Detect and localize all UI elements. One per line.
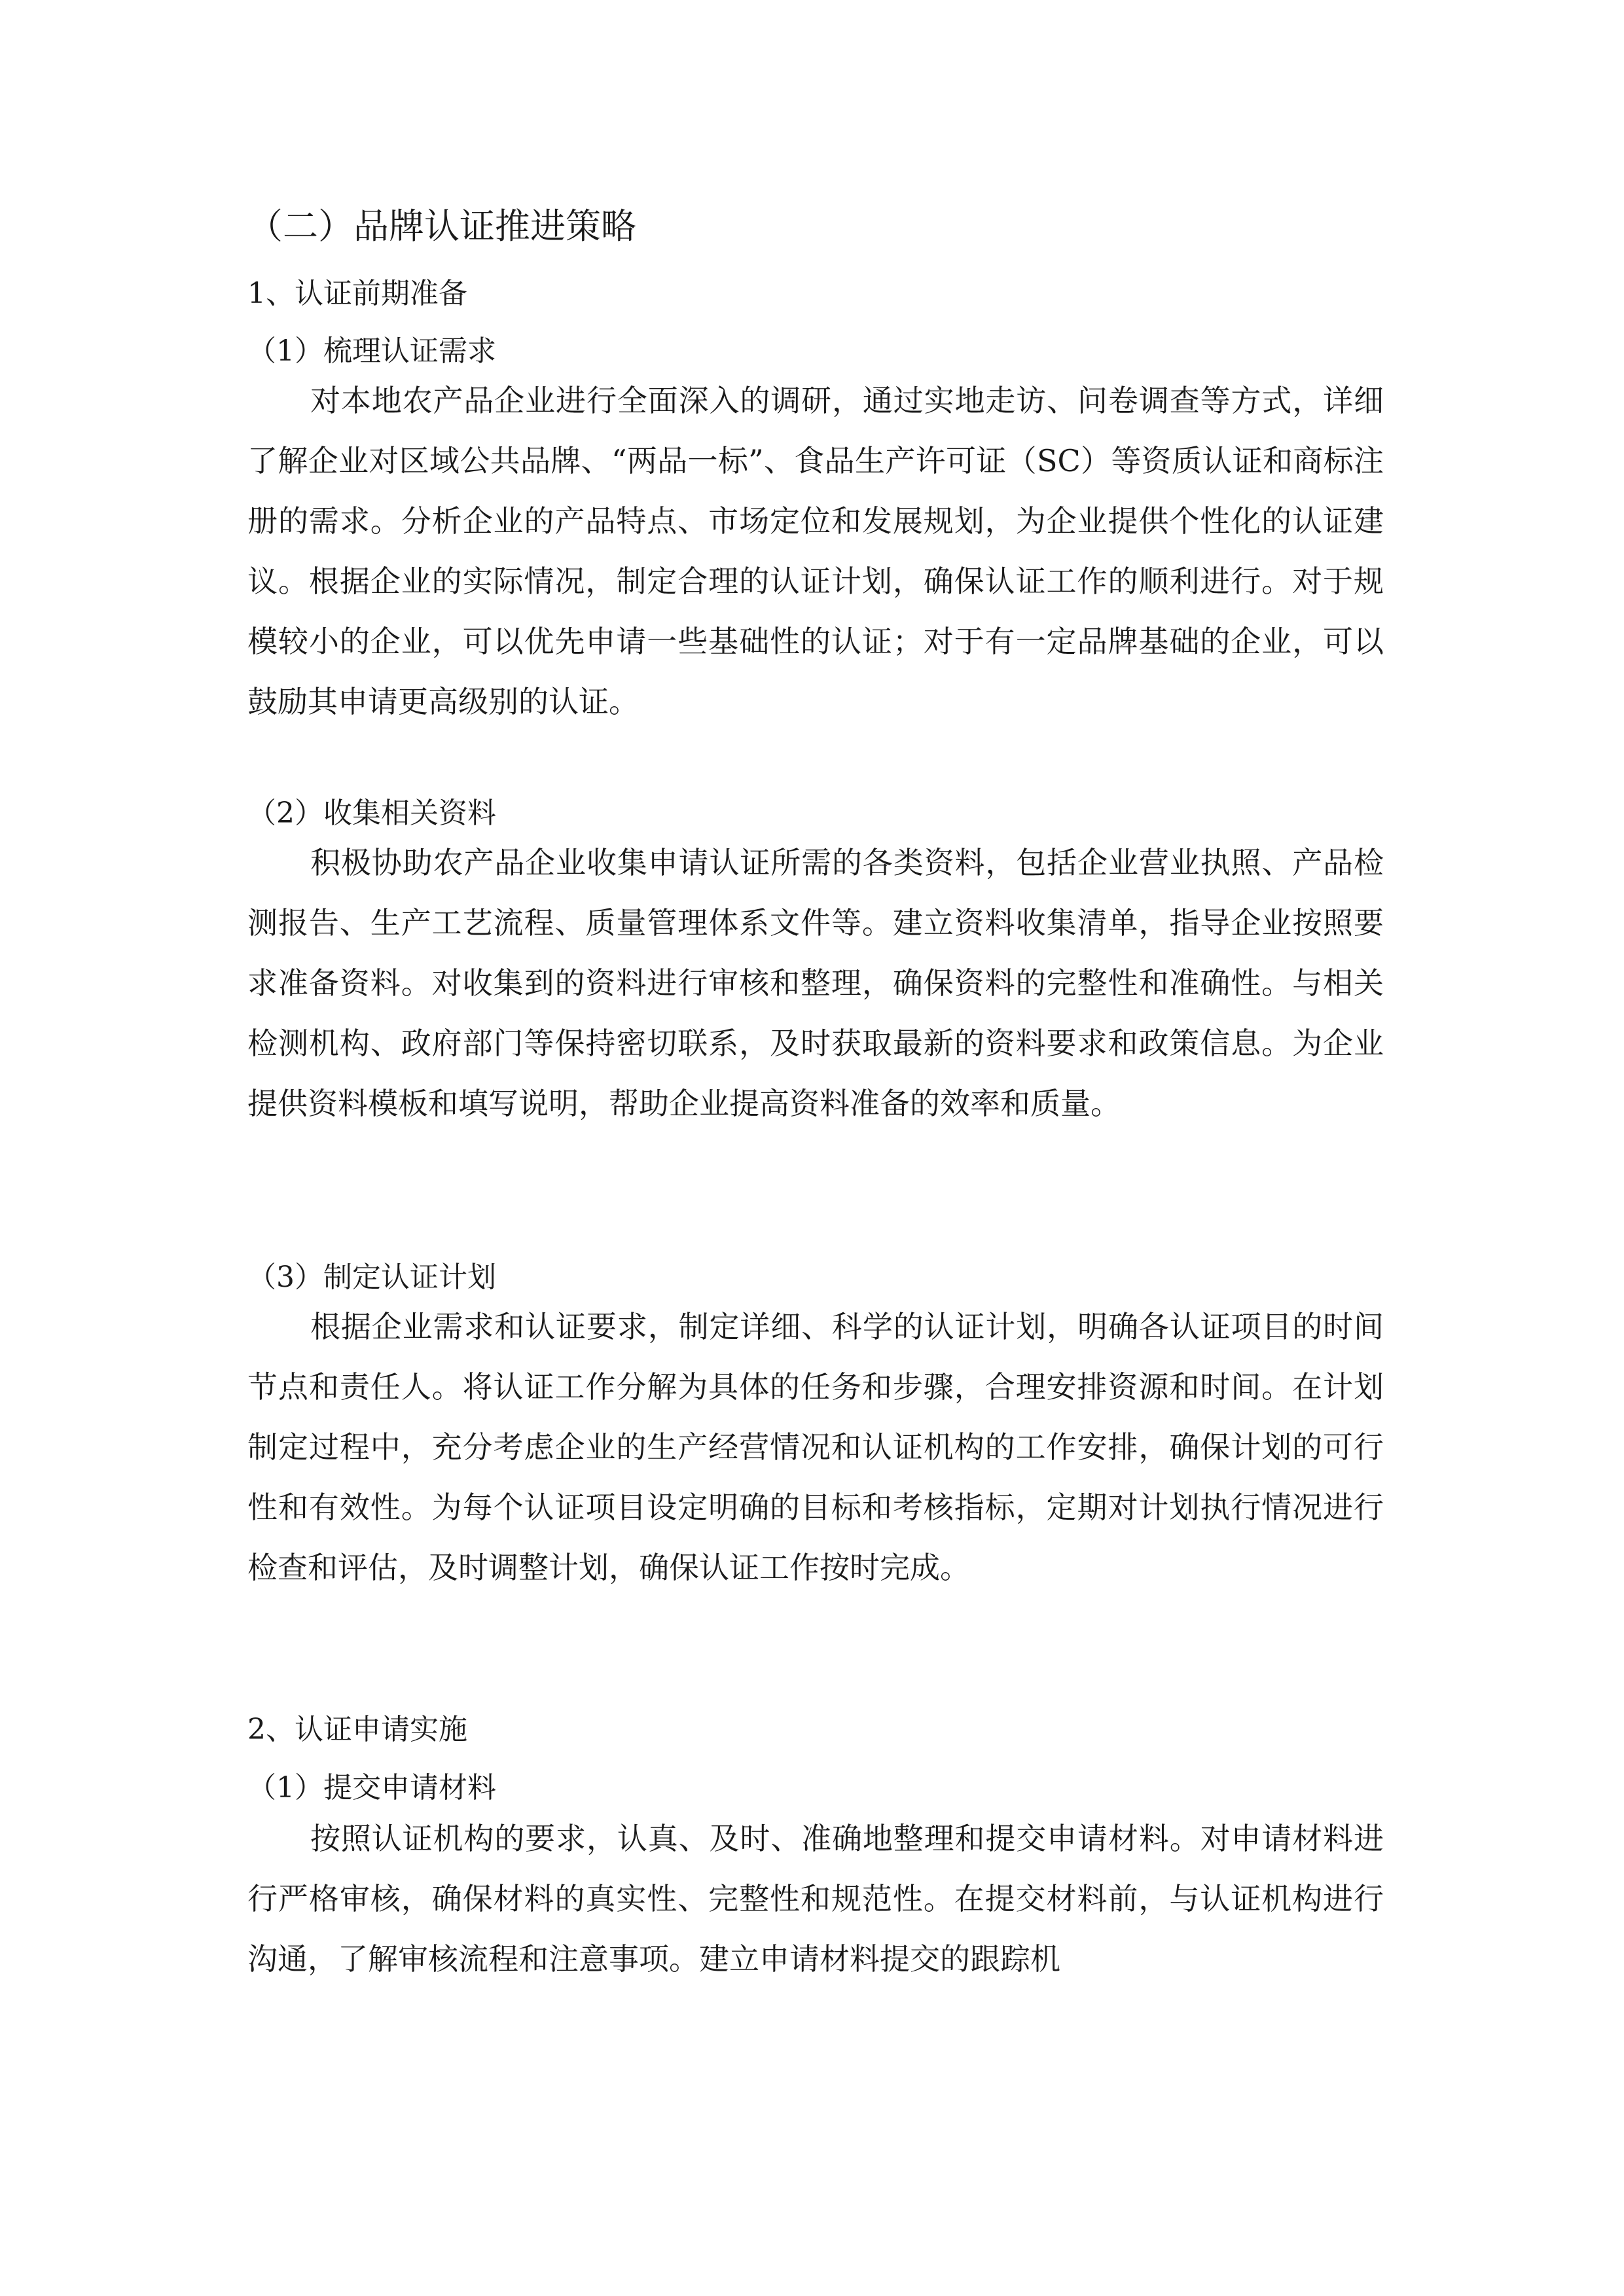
part1-sub3-title: （3）制定认证计划 [247,1261,496,1294]
part1-sub1-title: （1）梳理认证需求 [247,334,496,368]
part2-title: 2、认证申请实施 [247,1713,467,1746]
part2-sub1-body: 按照认证机构的要求，认真、及时、准确地整理和提交申请材料。对申请材料进行严格审核，确保材料的真实性、完整性和规范性。在提交材料前，与认证机构进行沟通，了解审核流程和注意事项。建立申请材料提交的跟踪机 [247,1821,1384,1977]
part1-title: 1、认证前期准备 [247,277,467,310]
part1-sub2-title: （2）收集相关资料 [247,797,496,830]
part2-sub1-title: （1）提交申请材料 [247,1771,496,1804]
part1-sub2-body: 积极协助农产品企业收集申请认证所需的各类资料，包括企业营业执照、产品检测报告、生产工艺流程、质量管理体系文件等。建立资料收集清单，指导企业按照要求准备资料。对收集到的资料进行审核和整理，确保资料的完整性和准确性。与相关检测机构、政府部门等保持密切联系，及时获取最新的资料要求和政策信息。为企业提供资料模板和填写说明，帮助企业提高资料准备的效率和质量。 [247,845,1384,1121]
section-title: （二）品牌认证推进策略 [247,206,636,247]
part1-sub1-body: 对本地农产品企业进行全面深入的调研，通过实地走访、问卷调查等方式，详细了解企业对区域公共品牌、“两品一标”、食品生产许可证（SC）等资质认证和商标注册的需求。分析企业的产品特点、市场定位和发展规划，为企业提供个性化的认证建议。根据企业的实际情况，制定合理的认证计划，确保认证工作的顺利进行。对于规模较小的企业，可以优先申请一些基础性的认证；对于有一定品牌基础的企业，可以鼓励其申请更高级别的认证。 [247,383,1384,719]
part1-sub3-body: 根据企业需求和认证要求，制定详细、科学的认证计划，明确各认证项目的时间节点和责任人。将认证工作分解为具体的任务和步骤，合理安排资源和时间。在计划制定过程中，充分考虑企业的生产经营情况和认证机构的工作安排，确保计划的可行性和有效性。为每个认证项目设定明确的目标和考核指标，定期对计划执行情况进行检查和评估，及时调整计划，确保认证工作按时完成。 [247,1309,1384,1585]
